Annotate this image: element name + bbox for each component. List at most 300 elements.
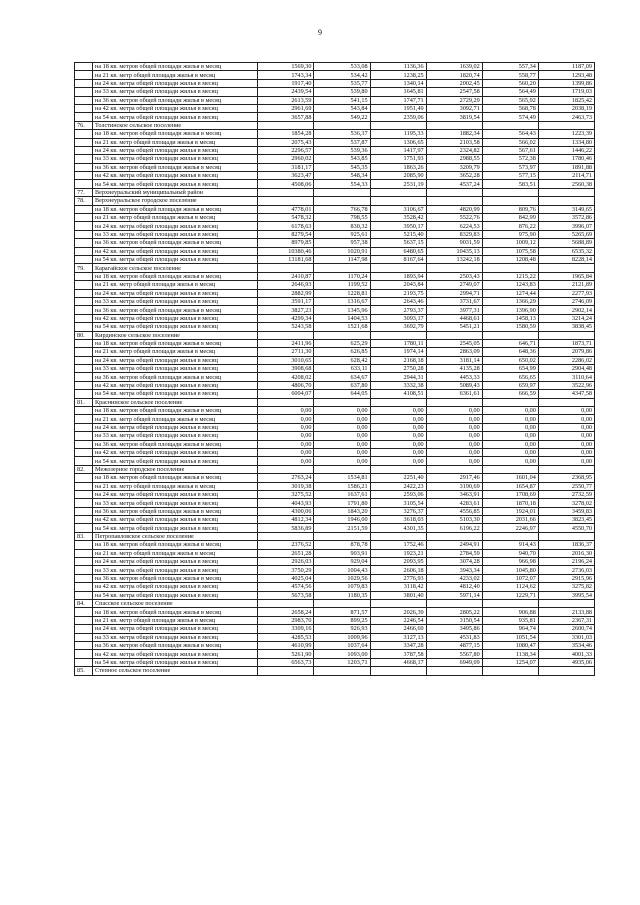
row-number (75, 314, 93, 322)
table-row (75, 63, 595, 71)
value-cell: 2103,58 (426, 138, 482, 146)
value-cell: 1645,81 (370, 88, 426, 96)
value-cell: 3019,38 (258, 482, 314, 490)
value-cell: 4108,51 (370, 390, 426, 398)
table-row (75, 516, 595, 524)
value-cell: 535,77 (314, 79, 370, 87)
row-label: на 18 кв. метров общей площади жилья в месяц (93, 63, 258, 71)
value-cell (538, 532, 594, 540)
value-cell: 935,81 (482, 616, 538, 624)
row-number (75, 625, 93, 633)
value-cell: 2031,66 (482, 516, 538, 524)
row-number (75, 63, 93, 71)
value-cell (314, 600, 370, 608)
value-cell: 1009,96 (314, 633, 370, 641)
value-cell: 554,33 (314, 180, 370, 188)
table-row (75, 247, 595, 255)
value-cell: 3110,64 (538, 373, 594, 381)
value-cell: 656,65 (482, 373, 538, 381)
value-cell: 2983,70 (258, 616, 314, 624)
value-cell (538, 600, 594, 608)
value-cell: 3074,28 (426, 558, 482, 566)
row-number (75, 499, 93, 507)
value-cell (426, 532, 482, 540)
value-cell: 1037,64 (314, 641, 370, 649)
value-cell: 2600,74 (538, 625, 594, 633)
value-cell: 2961,69 (258, 104, 314, 112)
value-cell: 2613,59 (258, 96, 314, 104)
value-cell: 3787,58 (370, 650, 426, 658)
value-cell: 549,22 (314, 113, 370, 121)
value-cell: 3190,69 (426, 482, 482, 490)
value-cell: 0,00 (426, 432, 482, 440)
value-cell (370, 667, 426, 675)
section-row (75, 465, 595, 473)
row-number (75, 172, 93, 180)
row-label: на 36 кв. метров общей площади жилья в месяц (93, 239, 258, 247)
value-cell: 0,00 (370, 457, 426, 465)
value-cell: 0,00 (314, 415, 370, 423)
row-label: на 42 кв. метра общей площади жилья в месяц (93, 650, 258, 658)
settlement-name: Межозерное городское поселение (93, 465, 258, 473)
row-number (75, 423, 93, 431)
value-cell: 3209,79 (426, 163, 482, 171)
table-row (75, 130, 595, 138)
value-cell: 1843,20 (314, 507, 370, 515)
table-row (75, 306, 595, 314)
value-cell (538, 398, 594, 406)
value-cell: 541,15 (314, 96, 370, 104)
value-cell: 2193,75 (370, 289, 426, 297)
value-cell: 3623,47 (258, 172, 314, 180)
value-cell: 626,85 (314, 348, 370, 356)
value-cell (314, 465, 370, 473)
row-label: на 36 кв. метров общей площади жилья в месяц (93, 373, 258, 381)
value-cell: 0,00 (482, 440, 538, 448)
row-number: 80. (75, 331, 93, 339)
value-cell: 3977,31 (426, 306, 482, 314)
row-label: на 42 кв. метра общей площади жилья в месяц (93, 104, 258, 112)
value-cell: 2902,14 (538, 306, 594, 314)
value-cell: 2251,40 (370, 474, 426, 482)
value-cell: 2545,05 (426, 339, 482, 347)
value-cell (314, 667, 370, 675)
value-cell: 1306,65 (370, 138, 426, 146)
row-number (75, 440, 93, 448)
table-row (75, 608, 595, 616)
value-cell: 1293,48 (538, 71, 594, 79)
value-cell: 2422,23 (370, 482, 426, 490)
table-row (75, 507, 595, 515)
value-cell (314, 121, 370, 129)
table-row (75, 457, 595, 465)
value-cell: 899,25 (314, 616, 370, 624)
value-cell: 8167,64 (370, 255, 426, 263)
value-cell: 1417,97 (370, 146, 426, 154)
value-cell: 798,55 (314, 214, 370, 222)
value-cell: 3522,96 (538, 381, 594, 389)
row-label: на 54 кв. метра общей площади жилья в месяц (93, 524, 258, 532)
value-cell: 2776,93 (370, 574, 426, 582)
row-label: на 21 кв. метр общей площади жилья в месяц (93, 482, 258, 490)
value-cell: 929,04 (314, 558, 370, 566)
value-cell (370, 331, 426, 339)
value-cell: 3657,88 (258, 113, 314, 121)
value-cell: 3092,71 (426, 104, 482, 112)
value-cell: 2988,55 (426, 155, 482, 163)
row-number: 82. (75, 465, 93, 473)
row-number (75, 558, 93, 566)
row-number (75, 541, 93, 549)
value-cell: 842,99 (482, 214, 538, 222)
value-cell: 3996,07 (538, 222, 594, 230)
row-label: на 42 кв. метра общей площади жилья в месяц (93, 583, 258, 591)
row-label: на 18 кв. метров общей площади жилья в месяц (93, 608, 258, 616)
value-cell (258, 532, 314, 540)
table-row (75, 348, 595, 356)
value-cell: 3118,42 (370, 583, 426, 591)
value-cell: 543,85 (314, 155, 370, 163)
value-cell: 3149,65 (538, 205, 594, 213)
row-number (75, 650, 93, 658)
value-cell: 533,08 (314, 63, 370, 71)
value-cell: 534,42 (314, 71, 370, 79)
table-row (75, 407, 595, 415)
value-cell (538, 465, 594, 473)
row-label: на 21 кв. метр общей площади жилья в месяц (93, 71, 258, 79)
value-cell: 1923,21 (370, 549, 426, 557)
value-cell: 3618,03 (370, 516, 426, 524)
table-row (75, 79, 595, 87)
row-number (75, 146, 93, 154)
value-cell: 0,00 (258, 440, 314, 448)
value-cell: 1752,46 (370, 541, 426, 549)
value-cell: 1238,25 (370, 71, 426, 79)
value-cell: 0,00 (426, 415, 482, 423)
value-cell: 1870,18 (482, 499, 538, 507)
row-number (75, 155, 93, 163)
value-cell: 659,97 (482, 381, 538, 389)
value-cell: 1891,88 (538, 163, 594, 171)
value-cell: 5673,58 (258, 591, 314, 599)
value-cell: 5451,21 (426, 323, 482, 331)
value-cell: 1747,71 (370, 96, 426, 104)
value-cell: 557,34 (482, 63, 538, 71)
value-cell: 6361,61 (426, 390, 482, 398)
table-row (75, 214, 595, 222)
value-cell (258, 667, 314, 675)
row-number (75, 415, 93, 423)
value-cell: 2411,96 (258, 339, 314, 347)
row-number (75, 549, 93, 557)
section-row (75, 600, 595, 608)
value-cell: 2732,59 (538, 490, 594, 498)
value-cell (258, 264, 314, 272)
value-cell: 5478,32 (258, 214, 314, 222)
value-cell: 2531,19 (370, 180, 426, 188)
value-cell (482, 264, 538, 272)
value-cell: 2002,45 (426, 79, 482, 87)
value-cell: 878,78 (314, 541, 370, 549)
row-label: на 24 кв. метра общей площади жилья в месяц (93, 356, 258, 364)
value-cell: 2368,95 (538, 474, 594, 482)
table-row (75, 474, 595, 482)
value-cell: 957,38 (314, 239, 370, 247)
value-cell: 0,00 (314, 432, 370, 440)
row-label: на 24 кв. метра общей площади жилья в месяц (93, 625, 258, 633)
value-cell: 5522,76 (426, 214, 482, 222)
value-cell: 2038,19 (538, 104, 594, 112)
value-cell: 4812,40 (426, 583, 482, 591)
row-number: 76. (75, 121, 93, 129)
value-cell: 1586,21 (314, 482, 370, 490)
table-row (75, 448, 595, 456)
table-row (75, 373, 595, 381)
value-cell (482, 398, 538, 406)
value-cell: 4285,53 (258, 633, 314, 641)
value-cell: 2560,38 (538, 180, 594, 188)
row-label: на 21 кв. метр общей площади жилья в месяц (93, 214, 258, 222)
value-cell: 766,78 (314, 205, 370, 213)
table-body (75, 63, 595, 676)
row-label: на 24 кв. метра общей площади жилья в месяц (93, 146, 258, 154)
row-label: на 24 кв. метра общей площади жилья в месяц (93, 490, 258, 498)
value-cell: 0,00 (482, 457, 538, 465)
row-label: на 21 кв. метр общей площади жилья в месяц (93, 415, 258, 423)
row-number (75, 104, 93, 112)
value-cell: 4820,99 (426, 205, 482, 213)
row-number (75, 448, 93, 456)
value-cell (426, 331, 482, 339)
value-cell (426, 667, 482, 675)
value-cell: 2196,24 (538, 558, 594, 566)
row-label: на 54 кв. метра общей площади жилья в месяц (93, 457, 258, 465)
value-cell: 2151,59 (314, 524, 370, 532)
value-cell (426, 188, 482, 196)
value-cell: 2376,52 (258, 541, 314, 549)
row-label: на 33 кв. метра общей площади жилья в месяц (93, 566, 258, 574)
value-cell: 4537,24 (426, 180, 482, 188)
value-cell: 2750,28 (370, 365, 426, 373)
value-cell: 2114,71 (538, 172, 594, 180)
value-cell: 2749,07 (426, 281, 482, 289)
value-cell: 3105,54 (370, 499, 426, 507)
table-row (75, 591, 595, 599)
row-label: на 36 кв. метров общей площади жилья в месяц (93, 96, 258, 104)
row-number (75, 574, 93, 582)
row-number (75, 130, 93, 138)
value-cell: 2079,86 (538, 348, 594, 356)
table-row (75, 440, 595, 448)
row-number (75, 407, 93, 415)
row-label: на 24 кв. метра общей площади жилья в месяц (93, 423, 258, 431)
value-cell (538, 121, 594, 129)
value-cell (314, 188, 370, 196)
value-cell: 3731,67 (426, 297, 482, 305)
value-cell: 1180,35 (314, 591, 370, 599)
value-cell: 1316,67 (314, 297, 370, 305)
value-cell: 1654,87 (482, 482, 538, 490)
value-cell: 1229,71 (482, 591, 538, 599)
row-number (75, 482, 93, 490)
value-cell: 6480,65 (370, 247, 426, 255)
value-cell: 1639,02 (426, 63, 482, 71)
value-cell (370, 264, 426, 272)
table-row (75, 650, 595, 658)
value-cell: 1223,39 (538, 130, 594, 138)
value-cell: 1020,91 (314, 247, 370, 255)
value-cell: 2882,99 (258, 289, 314, 297)
value-cell: 625,29 (314, 339, 370, 347)
value-cell: 0,00 (258, 448, 314, 456)
value-cell (482, 121, 538, 129)
value-cell: 1917,40 (258, 79, 314, 87)
value-cell: 0,00 (538, 415, 594, 423)
row-number (75, 365, 93, 373)
settlement-name: Кирдинское сельское поселение (93, 331, 258, 339)
value-cell: 3950,17 (370, 222, 426, 230)
value-cell: 0,00 (538, 457, 594, 465)
row-number (75, 180, 93, 188)
value-cell: 1228,81 (314, 289, 370, 297)
value-cell: 2763,24 (258, 474, 314, 482)
value-cell: 1751,93 (370, 155, 426, 163)
value-cell: 2606,18 (370, 566, 426, 574)
value-cell: 2646,93 (258, 281, 314, 289)
row-number (75, 356, 93, 364)
value-cell: 5637,15 (370, 239, 426, 247)
value-cell: 6949,09 (426, 658, 482, 666)
value-cell: 0,00 (426, 440, 482, 448)
row-number (75, 566, 93, 574)
row-label: на 36 кв. метров общей площади жилья в месяц (93, 306, 258, 314)
section-row (75, 197, 595, 205)
row-label: на 18 кв. метров общей площади жилья в месяц (93, 130, 258, 138)
value-cell: 539,80 (314, 88, 370, 96)
value-cell: 3150,54 (426, 616, 482, 624)
value-cell: 1215,22 (482, 272, 538, 280)
value-cell: 2043,84 (370, 281, 426, 289)
section-row (75, 331, 595, 339)
value-cell: 548,34 (314, 172, 370, 180)
value-cell: 1254,07 (482, 658, 538, 666)
value-cell: 0,00 (258, 432, 314, 440)
value-cell: 2359,06 (370, 113, 426, 121)
value-cell: 10380,46 (258, 247, 314, 255)
value-cell: 1009,12 (482, 239, 538, 247)
value-cell (538, 264, 594, 272)
row-number (75, 230, 93, 238)
value-cell: 6004,07 (258, 390, 314, 398)
value-cell: 3276,37 (370, 507, 426, 515)
value-cell: 2729,29 (426, 96, 482, 104)
value-cell: 1458,13 (482, 314, 538, 322)
value-cell: 573,97 (482, 163, 538, 171)
value-cell: 1080,47 (482, 641, 538, 649)
page-number: 9 (318, 28, 322, 37)
value-cell: 1601,04 (482, 474, 538, 482)
value-cell: 2016,30 (538, 549, 594, 557)
value-cell: 3275,82 (538, 583, 594, 591)
value-cell: 1138,34 (482, 650, 538, 658)
value-cell (314, 264, 370, 272)
tariff-table (74, 62, 595, 676)
value-cell: 1004,43 (314, 566, 370, 574)
value-cell: 1029,56 (314, 574, 370, 582)
value-cell: 3652,28 (426, 172, 482, 180)
row-label: на 54 кв. метра общей площади жилья в месяц (93, 658, 258, 666)
table-row (75, 88, 595, 96)
value-cell: 0,00 (538, 432, 594, 440)
value-cell: 633,11 (314, 365, 370, 373)
value-cell: 4301,35 (370, 524, 426, 532)
value-cell: 8979,85 (258, 239, 314, 247)
row-number: 83. (75, 532, 93, 540)
value-cell: 0,00 (314, 440, 370, 448)
row-label: на 36 кв. метров общей площади жилья в месяц (93, 641, 258, 649)
settlement-name: Карагайское сельское поселение (93, 264, 258, 272)
row-number (75, 583, 93, 591)
value-cell (258, 331, 314, 339)
row-label: на 42 кв. метра общей площади жилья в месяц (93, 381, 258, 389)
value-cell: 2277,93 (538, 289, 594, 297)
row-number (75, 88, 93, 96)
value-cell: 567,61 (482, 146, 538, 154)
row-number: 81. (75, 398, 93, 406)
value-cell: 3819,54 (426, 113, 482, 121)
value-cell: 1946,00 (314, 516, 370, 524)
settlement-name: Краснинское сельское поселение (93, 398, 258, 406)
value-cell: 13242,18 (426, 255, 482, 263)
value-cell: 926,93 (314, 625, 370, 633)
value-cell: 4001,33 (538, 650, 594, 658)
value-cell (370, 197, 426, 205)
value-cell: 3127,13 (370, 633, 426, 641)
row-label: на 42 кв. метра общей площади жилья в месяц (93, 516, 258, 524)
value-cell: 3459,83 (538, 507, 594, 515)
value-cell: 2658,24 (258, 608, 314, 616)
value-cell: 1863,26 (370, 163, 426, 171)
row-label: на 33 кв. метра общей площади жилья в месяц (93, 365, 258, 373)
value-cell: 564,49 (482, 88, 538, 96)
value-cell: 6535,32 (538, 247, 594, 255)
value-cell: 1199,52 (314, 281, 370, 289)
row-number (75, 138, 93, 146)
value-cell: 5261,90 (258, 650, 314, 658)
value-cell: 4610,99 (258, 641, 314, 649)
table-row (75, 289, 595, 297)
value-cell: 4135,28 (426, 365, 482, 373)
value-cell: 3692,79 (370, 323, 426, 331)
row-number (75, 516, 93, 524)
value-cell: 5103,30 (426, 516, 482, 524)
value-cell: 666,59 (482, 390, 538, 398)
table-row (75, 180, 595, 188)
value-cell (482, 188, 538, 196)
value-cell: 634,67 (314, 373, 370, 381)
value-cell: 637,80 (314, 381, 370, 389)
row-label: на 24 кв. метра общей площади жилья в месяц (93, 222, 258, 230)
row-label: на 21 кв. метр общей площади жилья в месяц (93, 348, 258, 356)
value-cell: 0,00 (426, 457, 482, 465)
row-label: на 21 кв. метр общей площади жилья в месяц (93, 549, 258, 557)
table-row (75, 281, 595, 289)
value-cell: 4812,34 (258, 516, 314, 524)
value-cell: 2944,31 (370, 373, 426, 381)
value-cell: 2439,54 (258, 88, 314, 96)
value-cell: 1340,14 (370, 79, 426, 87)
value-cell (258, 600, 314, 608)
